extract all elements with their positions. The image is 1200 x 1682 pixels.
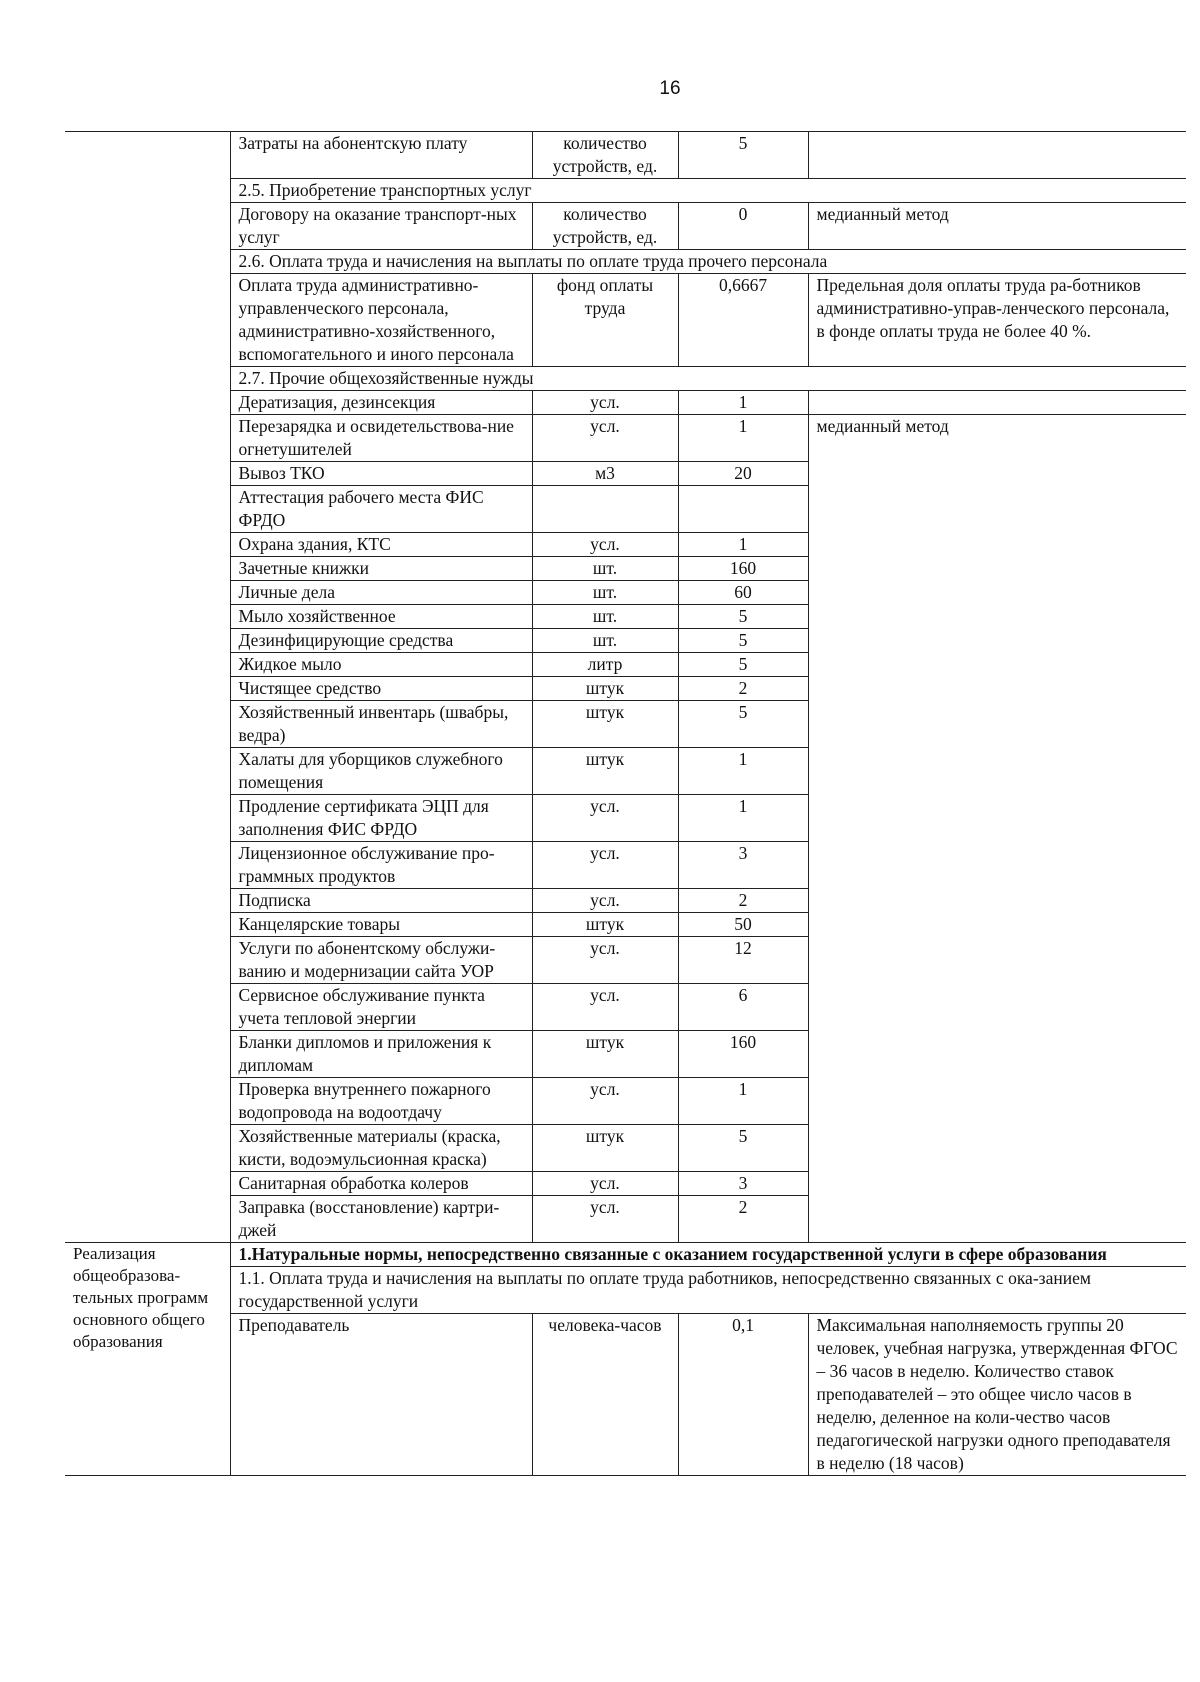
empty-service-cell bbox=[65, 367, 230, 391]
table-row bbox=[65, 391, 1186, 415]
cost-note bbox=[808, 132, 1186, 179]
item-value: 0 bbox=[678, 203, 808, 250]
empty-service-cell bbox=[65, 1196, 230, 1243]
item-unit: усл. bbox=[532, 1196, 678, 1243]
empty-service-cell bbox=[65, 274, 230, 367]
item-name: Дератизация, дезинсекция bbox=[230, 391, 532, 415]
item-name: Сервисное обслуживание пункта учета тепловой энергии bbox=[230, 984, 532, 1031]
cost-unit: количество устройств, ед. bbox=[532, 132, 678, 179]
item-unit: штук bbox=[532, 1125, 678, 1172]
item-name: Перезарядка и освидетельствова-ние огнетушителей bbox=[230, 415, 532, 462]
item-name: Заправка (восстановление) картри-джей bbox=[230, 1196, 532, 1243]
item-value: 1 bbox=[678, 748, 808, 795]
item-name: Канцелярские товары bbox=[230, 913, 532, 937]
item-value: 5 bbox=[678, 629, 808, 653]
section-heading: 2.6. Оплата труда и начисления на выплаты по оплате труда прочего персонала bbox=[230, 250, 1186, 274]
item-unit: шт. bbox=[532, 629, 678, 653]
item-value: 3 bbox=[678, 1172, 808, 1196]
item-name: Преподаватель bbox=[230, 1314, 532, 1476]
item-value: 60 bbox=[678, 581, 808, 605]
empty-service-cell bbox=[65, 937, 230, 984]
item-unit: м3 bbox=[532, 462, 678, 486]
item-value: 2 bbox=[678, 889, 808, 913]
item-value: 1 bbox=[678, 795, 808, 842]
item-value: 12 bbox=[678, 937, 808, 984]
empty-service-cell bbox=[65, 391, 230, 415]
item-value: 6 bbox=[678, 984, 808, 1031]
item-name: Бланки дипломов и приложения к дипломам bbox=[230, 1031, 532, 1078]
item-name: Лицензионное обслуживание про-граммных продуктов bbox=[230, 842, 532, 889]
empty-service-cell bbox=[65, 629, 230, 653]
item-name: Продление сертификата ЭЦП для заполнения ФИС ФРДО bbox=[230, 795, 532, 842]
item-unit: штук bbox=[532, 748, 678, 795]
empty-service-cell bbox=[65, 984, 230, 1031]
item-name: Охрана здания, КТС bbox=[230, 533, 532, 557]
empty-service-cell bbox=[65, 462, 230, 486]
item-unit: усл. bbox=[532, 889, 678, 913]
cost-value: 5 bbox=[678, 132, 808, 179]
item-unit: усл. bbox=[532, 1172, 678, 1196]
item-name: Дезинфицирующие средства bbox=[230, 629, 532, 653]
table-row bbox=[65, 1314, 1186, 1476]
item-unit: усл. bbox=[532, 391, 678, 415]
item-note: медианный метод bbox=[808, 203, 1186, 250]
service-name: Реализация общеобразова-тельных программ основного общего образования bbox=[65, 1243, 230, 1476]
section-heading: 1.1. Оплата труда и начисления на выплаты по оплате труда работников, непосредственно связанных с ока-занием государственной услуги bbox=[230, 1267, 1186, 1314]
table-row bbox=[65, 179, 1186, 203]
table-row bbox=[65, 250, 1186, 274]
item-name: Халаты для уборщиков служебного помещения bbox=[230, 748, 532, 795]
empty-service-cell bbox=[65, 486, 230, 533]
item-name: Оплата труда административно-управленческого персонала, административно-хозяйственного, вспомогательного и иного персонала bbox=[230, 274, 532, 367]
item-value: 5 bbox=[678, 701, 808, 748]
item-unit: фонд оплаты труда bbox=[532, 274, 678, 367]
table-row bbox=[65, 274, 1186, 367]
section-heading: 2.7. Прочие общехозяйственные нужды bbox=[230, 367, 1186, 391]
item-note bbox=[808, 391, 1186, 415]
item-unit: усл. bbox=[532, 415, 678, 462]
item-name: Проверка внутреннего пожарного водопровода на водоотдачу bbox=[230, 1078, 532, 1125]
empty-service-cell bbox=[65, 203, 230, 250]
item-unit: усл. bbox=[532, 533, 678, 557]
table-row bbox=[65, 367, 1186, 391]
item-name: Личные дела bbox=[230, 581, 532, 605]
item-name: Чистящее средство bbox=[230, 677, 532, 701]
item-unit: литр bbox=[532, 653, 678, 677]
item-unit: усл. bbox=[532, 1078, 678, 1125]
item-name: Аттестация рабочего места ФИС ФРДО bbox=[230, 486, 532, 533]
item-unit: штук bbox=[532, 1031, 678, 1078]
item-value: 20 bbox=[678, 462, 808, 486]
empty-service-cell bbox=[65, 250, 230, 274]
item-note: Предельная доля оплаты труда ра-ботников административно-управ-ленческого персонала, в фонде оплаты труда не более 40 %. bbox=[808, 274, 1186, 367]
empty-service-cell bbox=[65, 1125, 230, 1172]
item-value: 160 bbox=[678, 557, 808, 581]
empty-service-cell bbox=[65, 179, 230, 203]
item-value: 0,1 bbox=[678, 1314, 808, 1476]
empty-service-cell bbox=[65, 653, 230, 677]
item-value: 5 bbox=[678, 653, 808, 677]
item-unit: шт. bbox=[532, 581, 678, 605]
item-value: 50 bbox=[678, 913, 808, 937]
item-unit: человека-часов bbox=[532, 1314, 678, 1476]
empty-service-cell bbox=[65, 677, 230, 701]
empty-service-cell bbox=[65, 913, 230, 937]
item-name: Зачетные книжки bbox=[230, 557, 532, 581]
empty-service-cell bbox=[65, 605, 230, 629]
cost-name: Затраты на абонентскую плату bbox=[230, 132, 532, 179]
item-value: 0,6667 bbox=[678, 274, 808, 367]
item-value: 5 bbox=[678, 1125, 808, 1172]
table-row bbox=[65, 415, 1186, 462]
item-value: 2 bbox=[678, 1196, 808, 1243]
item-name: Хозяйственные материалы (краска, кисти, водоэмульсионная краска) bbox=[230, 1125, 532, 1172]
table-row bbox=[65, 1267, 1186, 1314]
empty-service-cell bbox=[65, 748, 230, 795]
empty-service-cell bbox=[65, 842, 230, 889]
empty-service-cell bbox=[65, 557, 230, 581]
item-unit: усл. bbox=[532, 937, 678, 984]
item-unit bbox=[532, 486, 678, 533]
item-value: 3 bbox=[678, 842, 808, 889]
item-value: 2 bbox=[678, 677, 808, 701]
item-name: Подписка bbox=[230, 889, 532, 913]
item-value: 1 bbox=[678, 391, 808, 415]
empty-service-cell bbox=[65, 1031, 230, 1078]
table-row bbox=[65, 203, 1186, 250]
item-value: 5 bbox=[678, 605, 808, 629]
item-name: Мыло хозяйственное bbox=[230, 605, 532, 629]
empty-service-cell bbox=[65, 889, 230, 913]
item-name: Договору на оказание транспорт-ных услуг bbox=[230, 203, 532, 250]
norms-table bbox=[65, 131, 1186, 1476]
item-value: 1 bbox=[678, 533, 808, 557]
item-unit: штук bbox=[532, 913, 678, 937]
misc-note: медианный метод bbox=[808, 415, 1186, 1243]
item-value: 1 bbox=[678, 415, 808, 462]
item-unit: усл. bbox=[532, 842, 678, 889]
item-name: Услуги по абонентскому обслужи-ванию и модернизации сайта УОР bbox=[230, 937, 532, 984]
empty-service-cell bbox=[65, 533, 230, 557]
item-unit: усл. bbox=[532, 984, 678, 1031]
item-name: Хозяйственный инвентарь (швабры, ведра) bbox=[230, 701, 532, 748]
item-unit: шт. bbox=[532, 605, 678, 629]
item-note: Максимальная наполняемость группы 20 человек, учебная нагрузка, утвержденная ФГОС – 36 часов в неделю. Количество ставок преподавателей – это общее число часов в неделю, деленное на коли-чество часов педагогической нагрузки одного преподавателя в неделю (18 часов) bbox=[808, 1314, 1186, 1476]
item-unit: штук bbox=[532, 701, 678, 748]
empty-service-cell bbox=[65, 1172, 230, 1196]
item-value bbox=[678, 486, 808, 533]
empty-service-cell bbox=[65, 701, 230, 748]
item-unit: количество устройств, ед. bbox=[532, 203, 678, 250]
item-name: Жидкое мыло bbox=[230, 653, 532, 677]
item-value: 160 bbox=[678, 1031, 808, 1078]
empty-service-cell bbox=[65, 1078, 230, 1125]
empty-service-cell bbox=[65, 795, 230, 842]
item-value: 1 bbox=[678, 1078, 808, 1125]
item-name: Санитарная обработка колеров bbox=[230, 1172, 532, 1196]
section-heading: 1.Натуральные нормы, непосредственно связанные с оказанием государственной услуги в сфере образования bbox=[230, 1243, 1186, 1267]
item-unit: штук bbox=[532, 677, 678, 701]
section-heading: 2.5. Приобретение транспортных услуг bbox=[230, 179, 1186, 203]
page-number: 16 bbox=[659, 78, 681, 99]
item-unit: усл. bbox=[532, 795, 678, 842]
empty-service-cell bbox=[65, 132, 230, 179]
empty-service-cell bbox=[65, 581, 230, 605]
item-name: Вывоз ТКО bbox=[230, 462, 532, 486]
item-unit: шт. bbox=[532, 557, 678, 581]
empty-service-cell bbox=[65, 415, 230, 462]
table-row bbox=[65, 1243, 1186, 1267]
table-row bbox=[65, 132, 1186, 179]
